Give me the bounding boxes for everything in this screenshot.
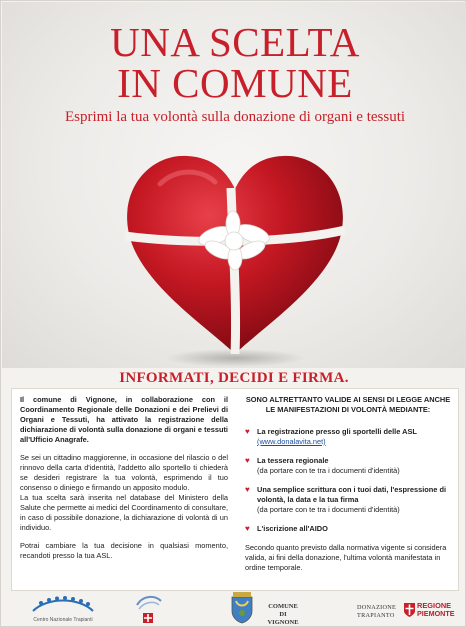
regione-piemonte-logo — [404, 602, 456, 620]
heart-bullet-icon: ♥ — [245, 524, 250, 533]
info-panel — [11, 388, 459, 591]
title-line-2: IN COMUNE — [117, 60, 353, 106]
list-item-title: Una semplice scrittura con i tuoi dati, l'espressione di volontà, la data e la tua firma — [257, 485, 447, 504]
comune-line-1: COMUNE DI — [268, 603, 298, 618]
list-item-note: (da portare con te tra i documenti d'identità) — [257, 466, 400, 475]
info-right-column — [245, 395, 451, 573]
title-line-1: UNA SCELTA — [110, 19, 360, 65]
list-item-title: L'iscrizione all'AIDO — [257, 524, 328, 533]
trapianto-line-1: DONAZIONE — [357, 604, 397, 611]
heart-bullet-icon: ♥ — [245, 456, 250, 465]
headline: INFORMATI, DECIDI E FIRMA. — [119, 370, 349, 386]
coordinamento-regionale-logo — [129, 591, 169, 625]
paragraph-identity-card: Se sei un cittadino maggiorenne, in occasione del rilascio o del rinnovo della carta d'identità, l'addetto allo sportello ti chiederà se desideri registrare la tua volontà, esprimendo il tuo consenso o diniego e firmando un apposito modulo. — [20, 453, 228, 492]
cnt-people-icon — [27, 593, 99, 617]
intro-paragraph: Il comune di Vignone, in collaborazione con il Coordinamento Regionale delle Donazioni e dei Prelievi di Organi e Tessuti, ha attivato la registrazione della dichiarazione di volontà sulla donazione di organi e tessuti all'Ufficio Anagrafe. — [20, 395, 228, 444]
list-item-title: La registrazione presso gli sportelli delle ASL — [257, 427, 417, 436]
heart-bullet-icon: ♥ — [245, 427, 250, 436]
piemonte-shield-icon — [404, 603, 415, 617]
info-left-column — [20, 395, 228, 569]
paragraph-change-decision: Potrai cambiare la tua decisione in qualsiasi momento, recandoti presso la tua ASL. — [20, 541, 228, 560]
list-item — [245, 485, 451, 515]
donalavita-link[interactable]: (www.donalavita.net) — [257, 437, 326, 446]
trapianto-line-2: TRAPIANTO — [357, 612, 395, 619]
list-item-title: La tessera regionale — [257, 456, 329, 465]
vignone-coat-of-arms-icon — [224, 591, 260, 625]
legal-note: Secondo quanto previsto dalla normativa vigente si considera valida, ai fini della donazione, l'ultima volontà manifestata in ordine temporale. — [245, 543, 447, 572]
heart-bullet-icon: ♥ — [245, 485, 250, 494]
regione-line-2: PIEMONTE — [417, 609, 455, 618]
comune-line-2: VIGNONE — [267, 619, 299, 626]
list-item — [245, 427, 451, 447]
regione-line-1: REGIONE — [417, 601, 452, 610]
cnt-logo — [27, 593, 99, 625]
paragraph-database: La tua scelta sarà inserita nel database del Ministero della Salute che permette ai medici del Coordinamento di consultare, in caso di possibile donazione, la dichiarazione di volontà di un individuo. — [20, 493, 228, 532]
logo-bar — [1, 591, 466, 627]
right-column-heading: SONO ALTRETTANTO VALIDE AI SENSI DI LEGGE ANCHE LE MANIFESTAZIONI DI VOLONTÀ MEDIANTE: — [245, 395, 451, 414]
list-item-note: (da portare con te tra i documenti d'identità) — [257, 505, 400, 514]
cnt-label: Centro Nazionale Trapianti — [33, 617, 93, 623]
subtitle: Esprimi la tua volontà sulla donazione di organi e tessuti — [64, 109, 406, 125]
comune-label — [264, 603, 302, 627]
wrapped-heart-image — [115, 144, 355, 369]
list-item — [245, 456, 451, 476]
donazione-trapianto-logo — [357, 604, 396, 620]
heart-photo — [2, 2, 466, 368]
list-item — [245, 524, 451, 534]
